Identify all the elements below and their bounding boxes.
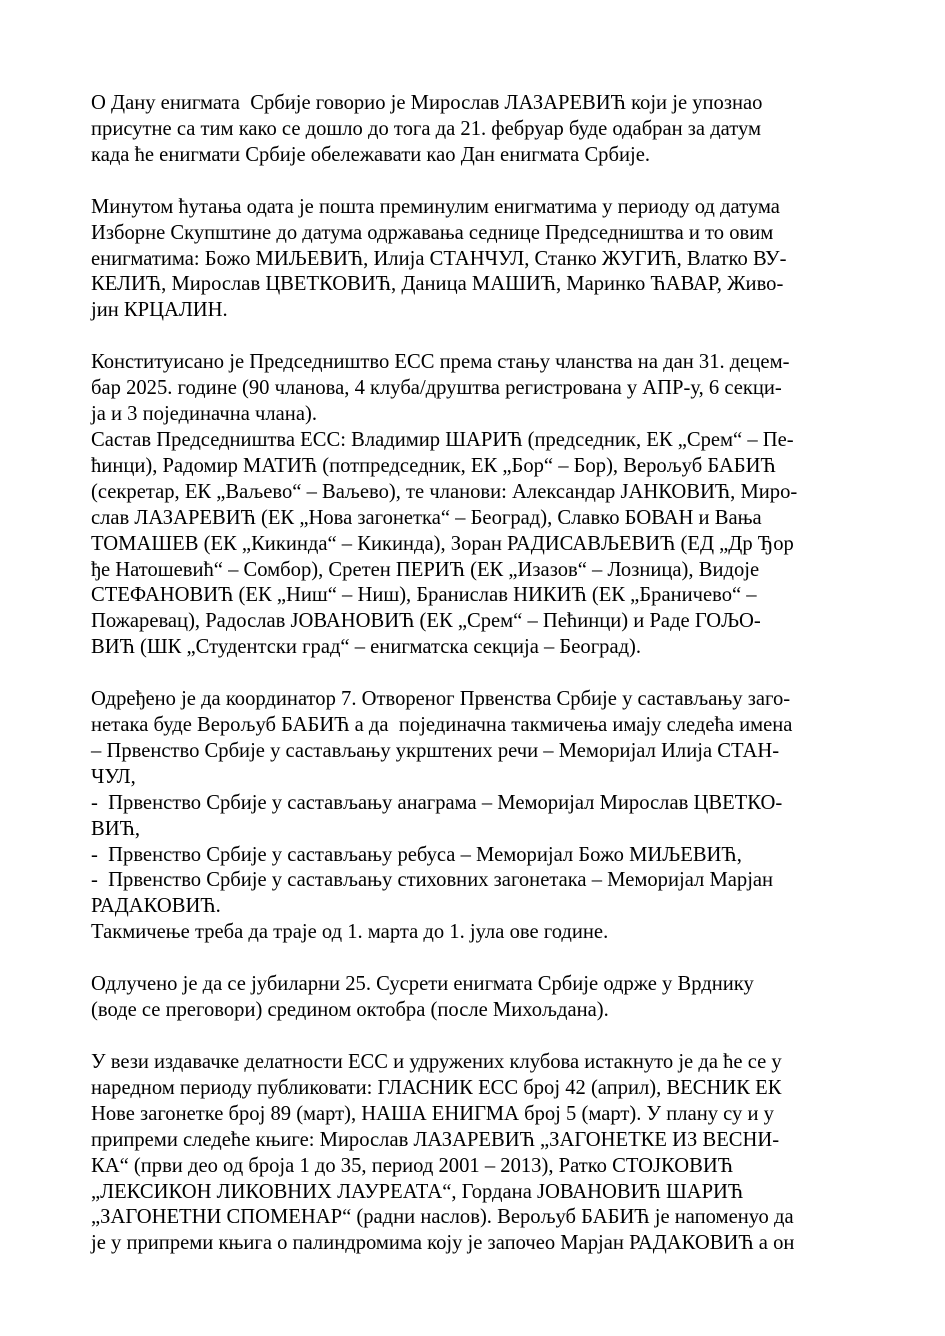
text-line: ЧУЛ, bbox=[91, 765, 136, 788]
text-line: СТЕФАНОВИЋ (ЕК „Ниш“ – Ниш), Бранислав НИКИЋ (ЕК „Браничево“ – bbox=[91, 584, 757, 607]
text-line: РАДАКОВИЋ. bbox=[91, 895, 221, 918]
text-line: - Првенство Србије у састављању ребуса – Меморијал Божо МИЉЕВИЋ, bbox=[91, 843, 742, 866]
text-line: бар 2025. године (90 чланова, 4 клуба/друштва регистрована у АПР-у, 6 секци- bbox=[91, 377, 782, 400]
text-line: Нове загонетке број 89 (март), НАША ЕНИГМА број 5 (март). У плану су и у bbox=[91, 1102, 774, 1125]
text-line: - Првенство Србије у састављању анаграма – Меморијал Мирослав ЦВЕТКО- bbox=[91, 791, 783, 814]
text-line: је у припреми књига о палиндромима коју је започео Марјан РАДАКОВИЋ а он bbox=[91, 1232, 795, 1255]
text-line: енигматима: Божо МИЉЕВИЋ, Илија СТАНЧУЛ, Станко ЖУГИЋ, Влатко ВУ- bbox=[91, 247, 787, 270]
text-line: јин КРЦАЛИН. bbox=[91, 299, 228, 322]
paragraph-enigma-day bbox=[91, 91, 891, 169]
text-line: - Првенство Србије у састављању стиховних загонетака – Меморијал Марјан bbox=[91, 869, 774, 892]
text-line: Састав Председништва ЕСС: Владимир ШАРИЋ (председник, ЕК „Срем“ – Пе- bbox=[91, 428, 794, 451]
text-line: ВИЋ, bbox=[91, 817, 141, 840]
text-line: слав ЛАЗАРЕВИЋ (ЕК „Нова загонетка“ – Београд), Славко БОВАН и Вања bbox=[91, 506, 762, 529]
paragraph-presidency-composition bbox=[91, 350, 891, 661]
document-page bbox=[91, 91, 891, 1283]
text-line: У вези издавачке делатности ЕСС и удружених клубова истакнуто је да ће се у bbox=[91, 1051, 782, 1073]
paragraph-jubilee-meeting bbox=[91, 972, 891, 1024]
text-line: припреми следеће књиге: Мирослав ЛАЗАРЕВИЋ „ЗАГОНЕТКЕ ИЗ ВЕСНИ- bbox=[91, 1128, 780, 1151]
text-line: Одређено је да координатор 7. Отвореног Првенства Србије у састављању заго- bbox=[91, 688, 791, 711]
text-line: ја и 3 појединачна члана). bbox=[91, 403, 317, 426]
text-line: ТОМАШЕВ (ЕК „Кикинда“ – Кикинда), Зоран РАДИСАВЉЕВИЋ (ЕД „Др Ђор bbox=[91, 532, 794, 555]
text-line: Такмичење треба да траје од 1. марта до 1. јула ове године. bbox=[91, 921, 609, 944]
text-line: – Првенство Србије у састављању укрштених речи – Меморијал Илија СТАН- bbox=[91, 739, 780, 762]
text-line: Одлучено је да се јубиларни 25. Сусрети енигмата Србије одрже у Врднику bbox=[91, 973, 754, 996]
text-line: (секретар, ЕК „Ваљево“ – Ваљево), те чланови: Александар ЈАНКОВИЋ, Миро- bbox=[91, 480, 798, 503]
text-line: О Дану енигмата Србије говорио је Мирослав ЛАЗАРЕВИЋ који је упознао bbox=[91, 92, 763, 114]
text-line: ђе Натошевић“ – Сомбор), Сретен ПЕРИЋ (ЕК „Изазов“ – Лозница), Видоје bbox=[91, 558, 760, 581]
text-line: Пожаревац), Радослав ЈОВАНОВИЋ (ЕК „Срем“ – Пећинци) и Раде ГОЉО- bbox=[91, 610, 761, 633]
text-line: „ЗАГОНЕТНИ СПОМЕНАР“ (радни наслов). Верољуб БАБИЋ је напоменуо да bbox=[91, 1206, 794, 1229]
text-line: „ЛЕКСИКОН ЛИКОВНИХ ЛАУРЕАТА“, Гордана ЈОВАНОВИЋ ШАРИЋ bbox=[91, 1180, 744, 1203]
paragraph-publishing bbox=[91, 1050, 891, 1257]
text-line: нетака буде Верољуб БАБИЋ а да појединачна такмичења имају следећа имена bbox=[91, 714, 793, 737]
paragraph-minute-of-silence bbox=[91, 195, 891, 325]
text-line: ћинци), Радомир МАТИЋ (потпредседник, ЕК „Бор“ – Бор), Верољуб БАБИЋ bbox=[91, 454, 776, 477]
paragraph-championship bbox=[91, 687, 891, 946]
text-line: присутне са тим како се дошло до тога да 21. фебруар буде одабран за датум bbox=[91, 117, 762, 140]
text-line: КЕЛИЋ, Мирослав ЦВЕТКОВИЋ, Даница МАШИЋ, Маринко ЋАВАР, Живо- bbox=[91, 273, 784, 296]
text-line: ВИЋ (ШК „Студентски град“ – енигматска секција – Београд). bbox=[91, 636, 642, 659]
text-line: Конституисано је Председништво ЕСС према стању чланства на дан 31. децем- bbox=[91, 351, 790, 374]
text-line: када ће енигмати Србије обележавати као Дан енигмата Србије. bbox=[91, 143, 650, 166]
text-line: (воде се преговори) средином октобра (после Михољдана). bbox=[91, 999, 609, 1022]
text-line: КА“ (први део од броја 1 до 35, период 2001 – 2013), Ратко СТОЈКОВИЋ bbox=[91, 1154, 733, 1177]
text-line: наредном периоду публиковати: ГЛАСНИК ЕСС број 42 (април), ВЕСНИК ЕК bbox=[91, 1076, 782, 1099]
text-line: Минутом ћутања одата је пошта преминулим енигматима у периоду од датума bbox=[91, 195, 780, 218]
text-line: Изборне Скупштине до датума одржавања седнице Председништва и то овим bbox=[91, 221, 774, 244]
